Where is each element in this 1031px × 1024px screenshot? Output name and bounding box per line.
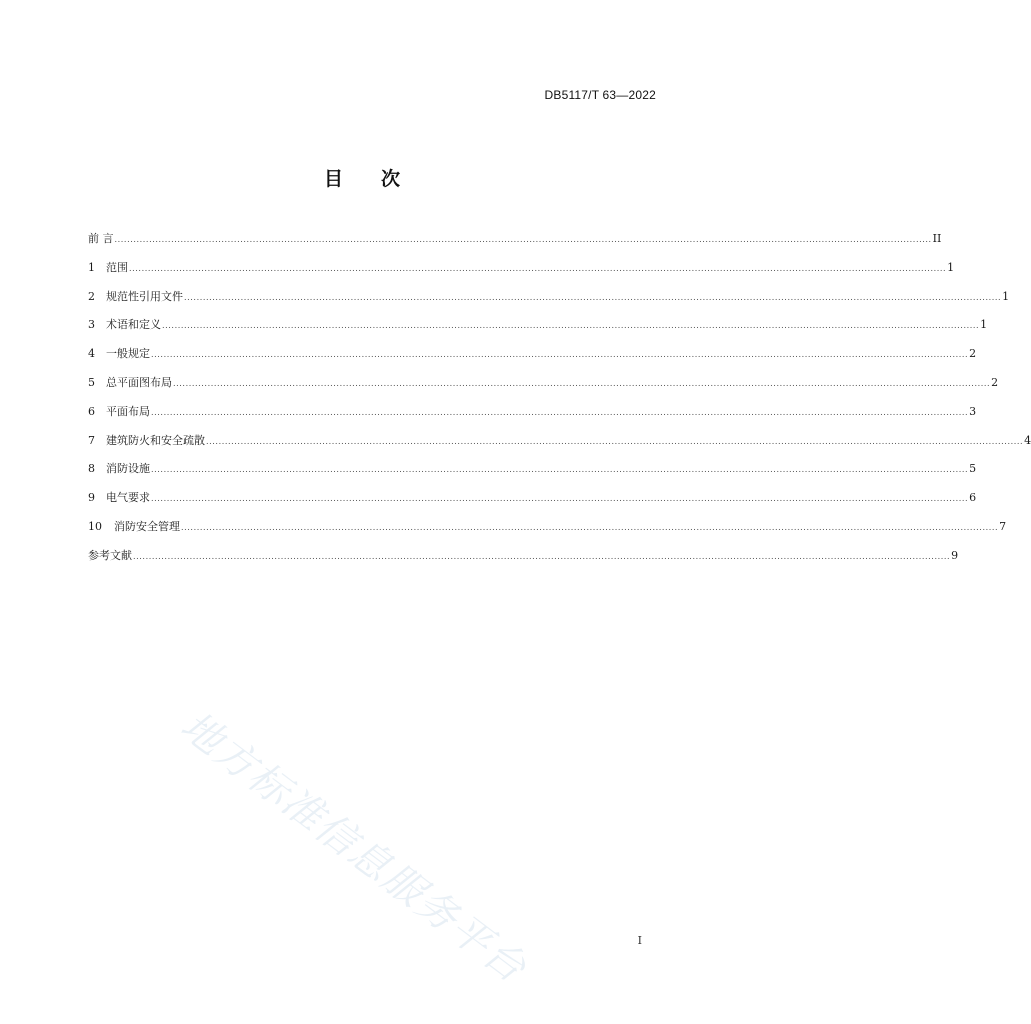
toc-entry-page: 4 (1024, 433, 1031, 447)
toc-leader-dots: .................................................................................................................................................................................................................................................................... (184, 292, 1002, 302)
toc-entry-label: 参考文献 (88, 548, 132, 562)
toc-entry-number: 3 (88, 318, 95, 332)
toc-leader-dots: .................................................................................................................................................................................................................................................................... (151, 465, 969, 475)
toc-entry-page: 5 (969, 462, 977, 476)
toc-leader-dots: .................................................................................................................................................................................................................................................................... (151, 350, 969, 360)
toc-entry-number: 7 (88, 433, 95, 447)
watermark: 地方标准信息服务平台 (172, 702, 536, 993)
toc-entry-label: 范围 (106, 260, 128, 274)
toc-entry-label: 术语和定义 (106, 318, 161, 332)
toc-leader-dots: .................................................................................................................................................................................................................................................................... (151, 494, 969, 504)
toc-entry-page: II (932, 232, 942, 245)
toc-entry-terms[interactable] (88, 316, 988, 345)
toc-entry-number: 8 (88, 462, 95, 476)
toc-leader-dots: .................................................................................................................................................................................................................................................................... (173, 378, 991, 388)
toc-leader-dots: .................................................................................................................................................................................................................................................................... (114, 235, 932, 244)
toc-entry-page: 1 (980, 318, 988, 332)
toc-entry-label: 建筑防火和安全疏散 (106, 433, 205, 447)
toc-entry-number: 2 (88, 289, 95, 303)
toc-entry-fire-evacuation[interactable] (88, 432, 1031, 461)
toc-entry-number: 4 (88, 347, 95, 361)
toc-title-right: 次 (381, 168, 401, 190)
toc-leader-dots: .................................................................................................................................................................................................................................................................... (133, 551, 951, 561)
toc-entry-general-provisions[interactable] (88, 345, 977, 374)
toc-entry-label: 一般规定 (106, 347, 150, 361)
toc-entry-electrical[interactable] (88, 489, 977, 518)
toc-leader-dots: .................................................................................................................................................................................................................................................................... (181, 522, 999, 532)
toc-entry-number: 6 (88, 404, 95, 418)
toc-entry-floor-layout[interactable] (88, 403, 977, 432)
toc-entry-label: 平面布局 (106, 404, 150, 418)
toc-leader-dots: .................................................................................................................................................................................................................................................................... (129, 263, 947, 273)
toc-entry-page: 2 (991, 375, 999, 389)
toc-entry-site-plan[interactable] (88, 374, 999, 403)
toc-entry-label: 消防设施 (106, 462, 150, 476)
toc-entry-label: 规范性引用文件 (106, 289, 183, 303)
toc-entry-page: 3 (969, 404, 977, 418)
toc-entry-label: 前 言 (88, 232, 114, 245)
document-code: DB5117/T 63—2022 (544, 88, 656, 102)
toc-entry-number: 10 (88, 519, 102, 533)
toc-entry-page: 1 (947, 260, 955, 274)
toc-entry-scope[interactable] (88, 259, 955, 288)
toc-entry-label: 电气要求 (106, 491, 150, 505)
toc-entry-normative-references[interactable] (88, 288, 1010, 317)
toc-list (88, 230, 1031, 576)
toc-title-left: 目 (323, 168, 343, 190)
toc-entry-page: 7 (999, 519, 1007, 533)
toc-entry-foreword[interactable] (88, 230, 942, 259)
toc-entry-number: 5 (88, 375, 95, 389)
toc-leader-dots: .................................................................................................................................................................................................................................................................... (162, 321, 980, 331)
toc-leader-dots: .................................................................................................................................................................................................................................................................... (151, 407, 969, 417)
toc-entry-bibliography[interactable] (88, 547, 959, 576)
toc-entry-number: 1 (88, 260, 95, 274)
toc-entry-fire-facilities[interactable] (88, 460, 977, 489)
toc-entry-page: 2 (969, 347, 977, 361)
toc-entry-label: 消防安全管理 (114, 519, 180, 533)
toc-leader-dots: .................................................................................................................................................................................................................................................................... (206, 436, 1024, 446)
toc-entry-safety-management[interactable] (88, 518, 1007, 547)
toc-entry-page: 6 (969, 491, 977, 505)
toc-entry-page: 1 (1002, 289, 1010, 303)
page-number: I (637, 934, 642, 947)
toc-entry-page: 9 (951, 548, 959, 562)
toc-entry-number: 9 (88, 491, 95, 505)
toc-title (0, 164, 724, 191)
toc-entry-label: 总平面图布局 (106, 375, 172, 389)
